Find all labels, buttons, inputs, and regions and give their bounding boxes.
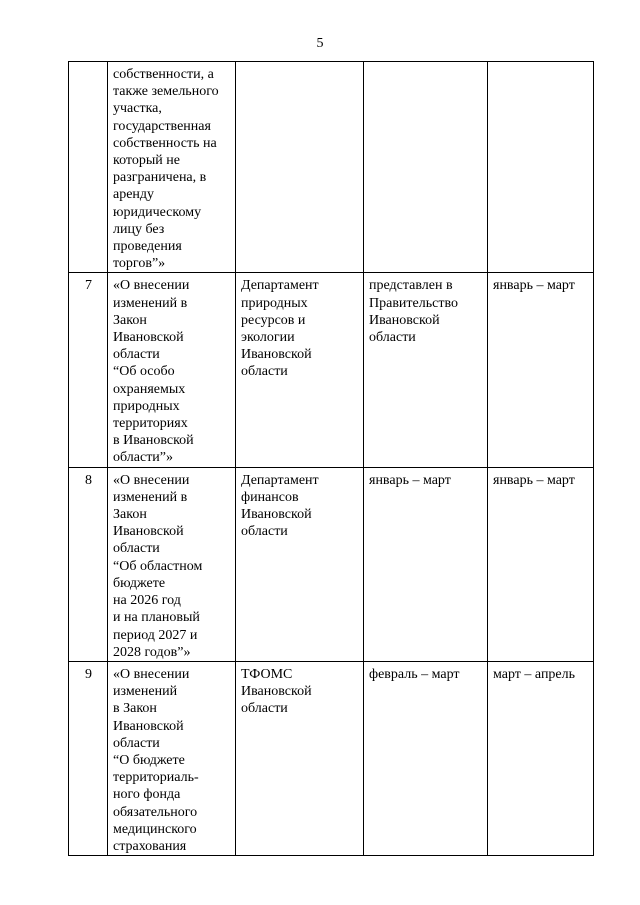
title-line: Ивановской: [113, 718, 184, 734]
title-line: медицинского: [113, 821, 197, 837]
title-line: собственности, а: [113, 67, 214, 82]
title-line: территориях: [113, 416, 188, 432]
title-line: аренду: [113, 187, 155, 203]
term-line: январь – март: [493, 278, 575, 294]
bill-title-cell: [108, 62, 236, 273]
term-cell: [488, 62, 594, 273]
responsible-line: экологии: [241, 330, 295, 346]
status-cell: [364, 62, 488, 273]
title-line: изменений в: [113, 295, 188, 311]
responsible-cell: [236, 62, 364, 273]
responsible-line: Ивановской: [241, 507, 312, 523]
title-line: природных: [113, 398, 180, 414]
responsible-line: области: [241, 701, 288, 717]
title-line: который не: [113, 153, 180, 169]
title-line: юридическому: [113, 204, 202, 220]
row-number: 8: [69, 467, 108, 661]
row-number: [69, 62, 108, 273]
status-cell: [364, 273, 488, 467]
table-row: [69, 661, 594, 855]
status-line: представлен в: [369, 278, 453, 294]
responsible-line: ТФОМС: [241, 666, 293, 682]
responsible-line: области: [241, 364, 288, 380]
title-line: в Ивановской: [113, 433, 194, 449]
title-line: обязательного: [113, 804, 198, 820]
title-line: 2028 годов”»: [113, 644, 191, 660]
row-number: 7: [69, 273, 108, 467]
title-line: Ивановской: [113, 330, 184, 346]
title-line: проведения: [113, 239, 182, 255]
term-cell: [488, 661, 594, 855]
title-line: изменений: [113, 684, 178, 700]
title-line: в Закон: [113, 701, 157, 717]
bill-title-cell: [108, 661, 236, 855]
responsible-line: ресурсов и: [241, 312, 306, 328]
status-cell: [364, 467, 488, 661]
term-cell: [488, 467, 594, 661]
title-line: “Об областном: [113, 558, 203, 574]
bill-title-cell: [108, 273, 236, 467]
responsible-line: Департамент: [241, 278, 319, 294]
title-line: участка,: [113, 101, 162, 117]
responsible-line: Департамент: [241, 472, 319, 488]
status-line: области: [369, 330, 416, 346]
term-line: январь – март: [493, 472, 575, 488]
title-line: собственность на: [113, 135, 217, 151]
responsible-cell: [236, 273, 364, 467]
title-line: Закон: [113, 312, 147, 328]
bill-title-cell: [108, 467, 236, 661]
responsible-cell: [236, 661, 364, 855]
responsible-line: природных: [241, 295, 308, 311]
table-row: [69, 467, 594, 661]
title-line: страхования: [113, 838, 187, 854]
title-line: «О внесении: [113, 278, 190, 294]
status-line: февраль – март: [369, 666, 460, 682]
status-line: январь – март: [369, 472, 451, 488]
title-line: Закон: [113, 507, 147, 523]
responsible-line: финансов: [241, 489, 299, 505]
title-line: «О внесении: [113, 666, 190, 682]
title-line: области: [113, 735, 160, 751]
title-line: период 2027 и: [113, 627, 198, 643]
title-line: области: [113, 541, 160, 557]
title-line: области”»: [113, 450, 174, 466]
title-line: территориаль-: [113, 770, 199, 786]
term-cell: [488, 273, 594, 467]
status-line: Ивановской: [369, 312, 440, 328]
page-number: 5: [316, 36, 324, 51]
title-line: и на плановый: [113, 610, 200, 626]
legislation-plan-table: [68, 61, 594, 856]
title-line: разграничена, в: [113, 170, 207, 186]
status-line: Правительство: [369, 295, 458, 311]
title-line: торгов”»: [113, 256, 166, 272]
title-line: на 2026 год: [113, 593, 181, 609]
term-line: март – апрель: [493, 666, 576, 682]
title-line: бюджете: [113, 575, 166, 591]
title-line: государственная: [113, 118, 211, 134]
responsible-line: Ивановской: [241, 684, 312, 700]
responsible-line: Ивановской: [241, 347, 312, 363]
row-number: 9: [69, 661, 108, 855]
table-row: [69, 273, 594, 467]
title-line: изменений в: [113, 489, 188, 505]
title-line: Ивановской: [113, 524, 184, 540]
responsible-line: области: [241, 524, 288, 540]
title-line: также земельного: [113, 84, 219, 100]
status-cell: [364, 661, 488, 855]
title-line: области: [113, 347, 160, 363]
table-row: [69, 62, 594, 273]
title-line: охраняемых: [113, 381, 186, 397]
title-line: лицу без: [113, 221, 165, 237]
title-line: «О внесении: [113, 472, 190, 488]
title-line: “Об особо: [113, 364, 175, 380]
responsible-cell: [236, 467, 364, 661]
title-line: ного фонда: [113, 787, 181, 803]
title-line: “О бюджете: [113, 752, 185, 768]
